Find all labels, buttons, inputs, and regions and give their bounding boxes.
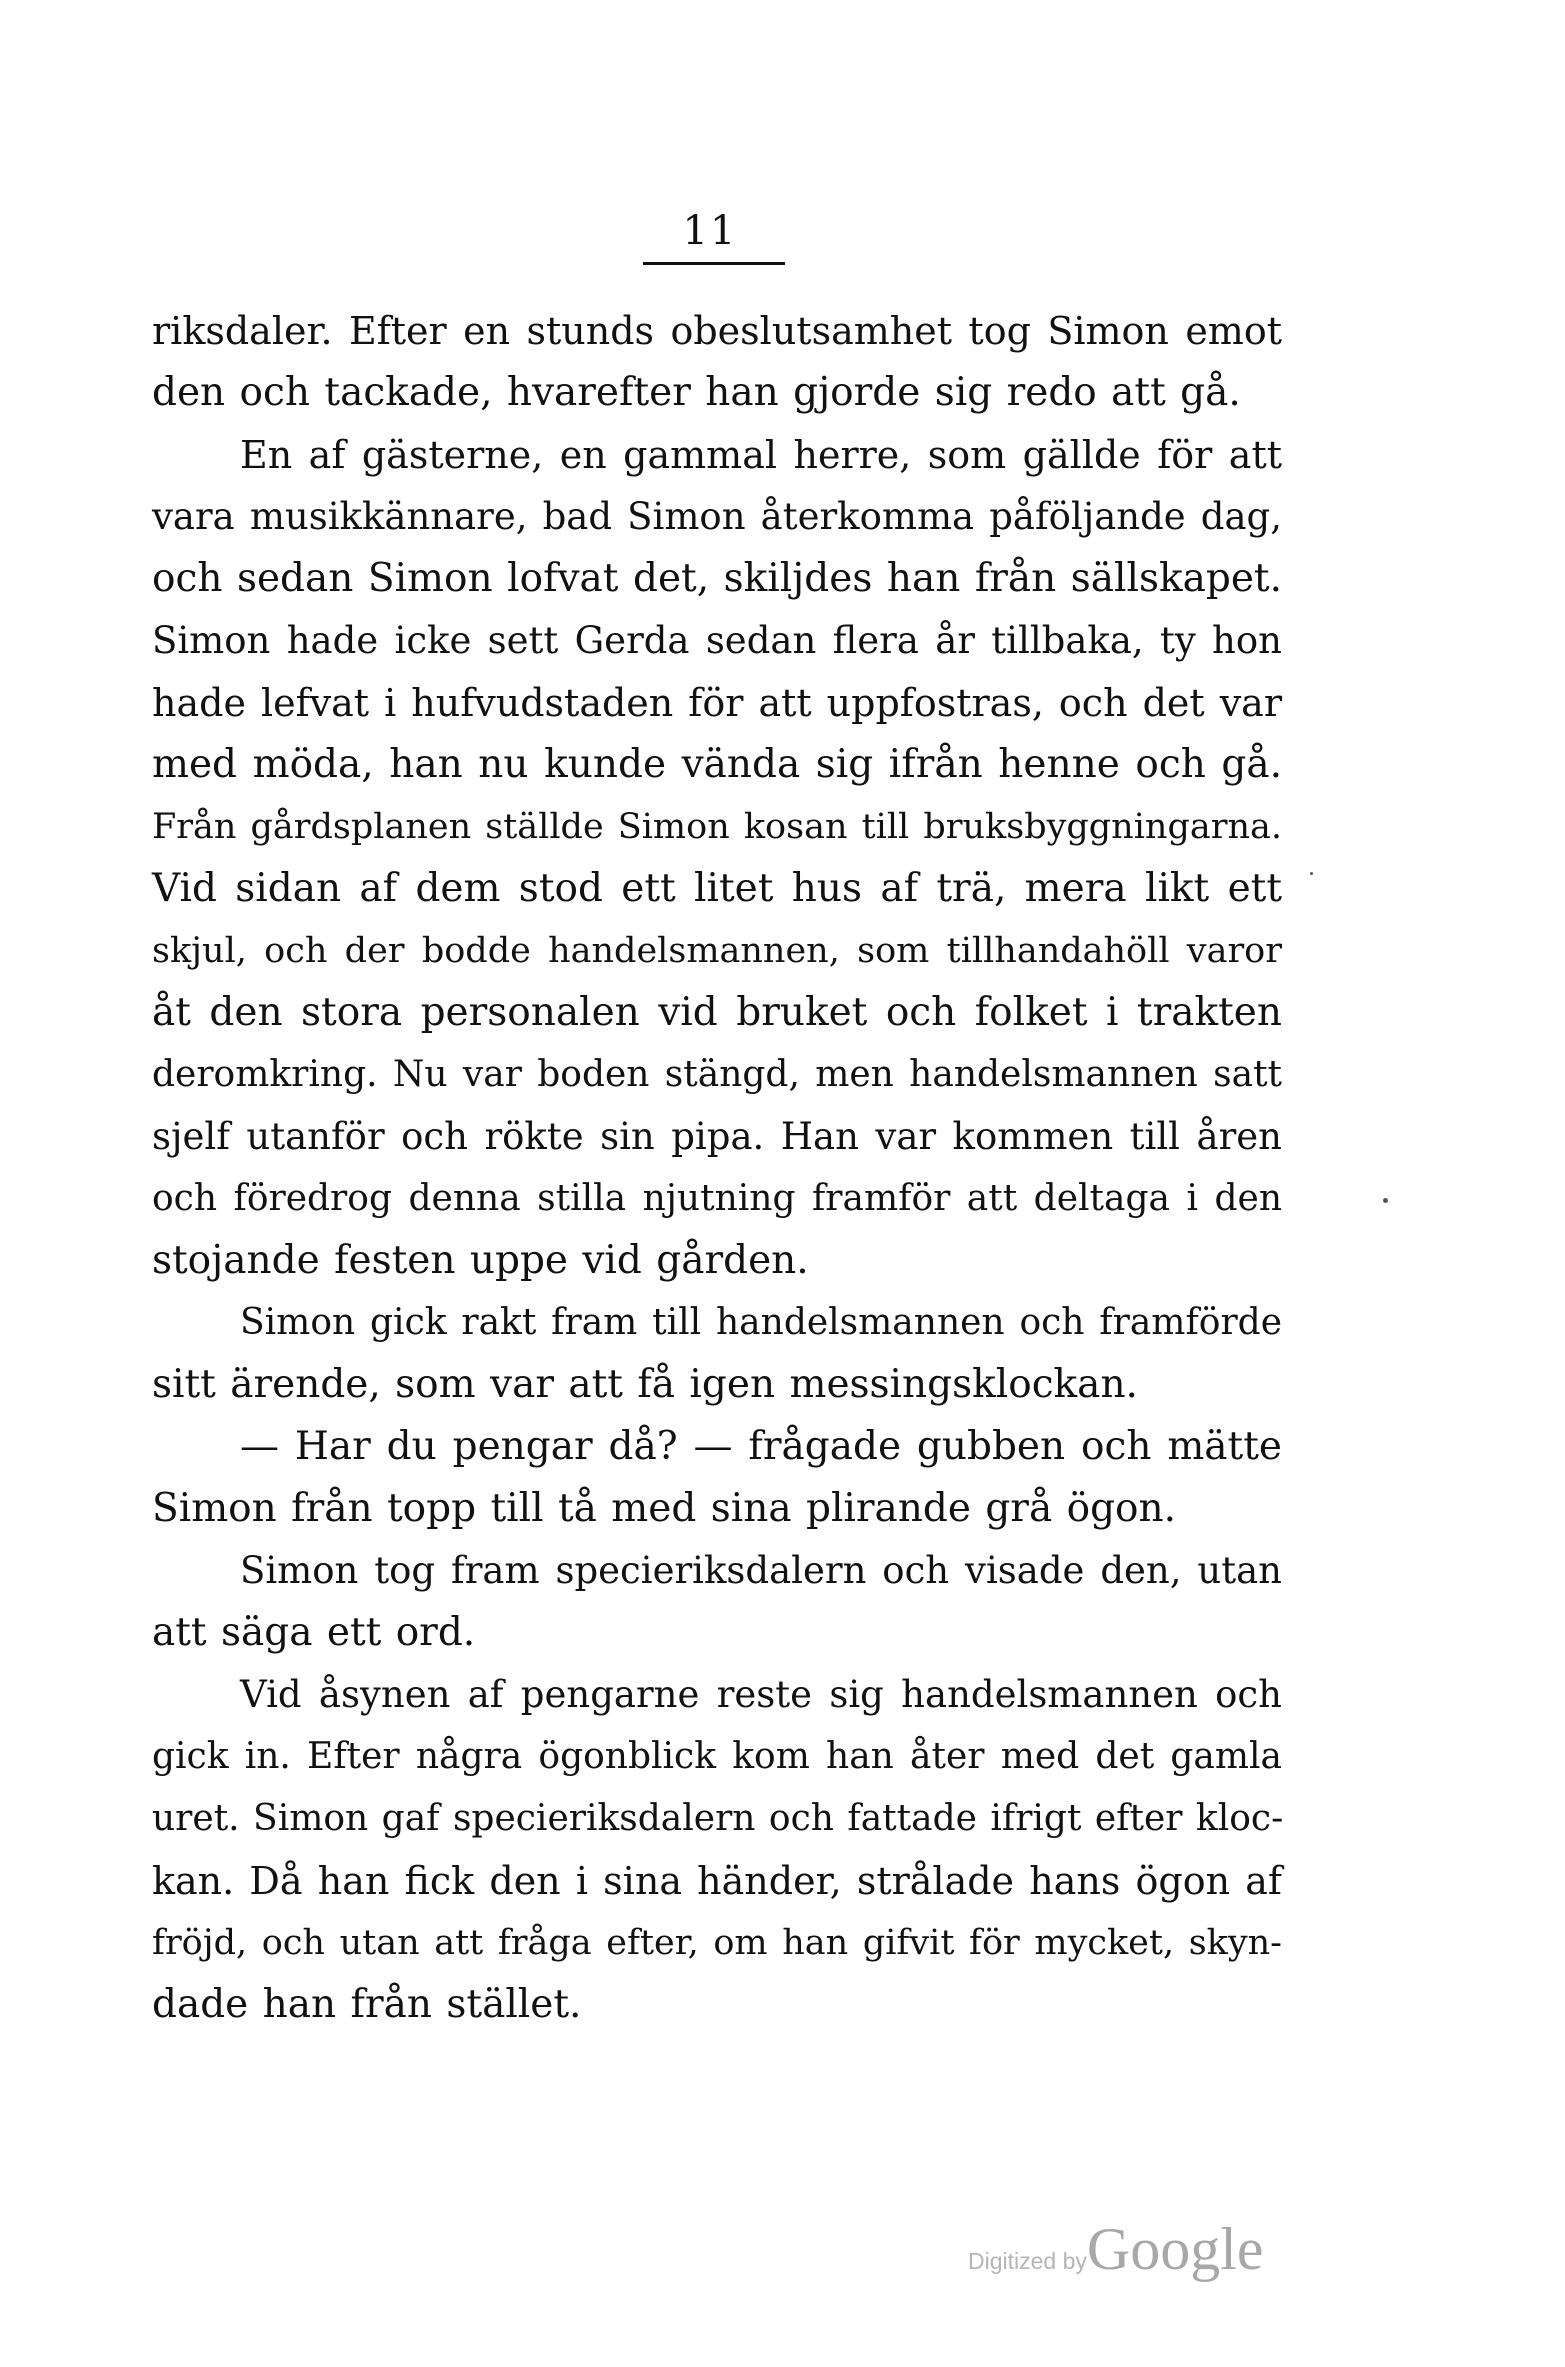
text-line: Simon gick rakt fram till handelsmannen och framförde (240, 1302, 1282, 1343)
text-line: Simon från topp till tå med sina plirande grå ögon. (152, 1486, 1177, 1531)
text-line: med möda, han nu kunde vända sig ifrån henne och gå. (152, 742, 1282, 787)
text-line: fröjd, och utan att fråga efter, om han gifvit för mycket, skyn- (152, 1923, 1282, 1963)
body-text (152, 300, 1282, 2036)
text-line: Från gårdsplanen ställde Simon kosan till bruksbyggningarna. (152, 807, 1282, 847)
text-line: vara musikkännare, bad Simon återkomma påföljande dag, (152, 495, 1282, 538)
page-number: 11 (682, 208, 738, 254)
text-line: stojande festen uppe vid gården. (152, 1238, 809, 1283)
text-line: sjelf utanför och rökte sin pipa. Han var kommen till åren (152, 1115, 1282, 1158)
text-line: uret. Simon gaf specieriksdalern och fattade ifrigt efter kloc- (152, 1798, 1284, 1839)
text-line: och sedan Simon lofvat det, skiljdes han från sällskapet. (152, 556, 1282, 601)
text-line: och föredrog denna stilla njutning framför att deltaga i den (152, 1178, 1282, 1219)
text-line: hade lefvat i hufvudstaden för att uppfostras, och det var (152, 681, 1282, 725)
text-line: Simon hade icke sett Gerda sedan flera år tillbaka, ty hon (152, 619, 1282, 662)
text-line: skjul, och der bodde handelsmannen, som tillhandahöll varor (152, 931, 1282, 971)
text-line: att säga ett ord. (152, 1610, 476, 1655)
ink-speck (1310, 872, 1313, 875)
text-line: Vid sidan af dem stod ett litet hus af trä, mera likt ett (152, 866, 1282, 911)
text-line: åt den stora personalen vid bruket och folket i trakten (152, 990, 1282, 1035)
text-line: riksdaler. Efter en stunds obeslutsamhet tog Simon emot (152, 309, 1282, 353)
text-line: kan. Då han fick den i sina händer, strålade hans ögon af (152, 1859, 1282, 1903)
digitized-by-google-watermark (968, 2215, 1288, 2285)
text-line: En af gästerne, en gammal herre, som gällde för att (240, 433, 1282, 477)
text-line: — Har du pengar då? — frågade gubben och mätte (240, 1424, 1282, 1469)
text-line: deromkring. Nu var boden stängd, men handelsmannen satt (152, 1054, 1282, 1095)
text-line: gick in. Efter några ögonblick kom han åter med det gamla (152, 1736, 1282, 1777)
text-line: Vid åsynen af pengarne reste sig handelsmannen och (240, 1673, 1282, 1716)
text-line: dade han från stället. (152, 1982, 582, 2027)
page-number-rule (643, 262, 785, 265)
watermark-prefix: Digitized by (968, 2248, 1087, 2274)
ink-speck (1383, 1198, 1388, 1203)
text-line: Simon tog fram specieriksdalern och visade den, utan (240, 1549, 1282, 1592)
text-line: sitt ärende, som var att få igen messingsklockan. (152, 1362, 1138, 1407)
watermark-brand: Google (1086, 2216, 1264, 2282)
text-line: den och tackade, hvarefter han gjorde sig redo att gå. (152, 370, 1241, 415)
